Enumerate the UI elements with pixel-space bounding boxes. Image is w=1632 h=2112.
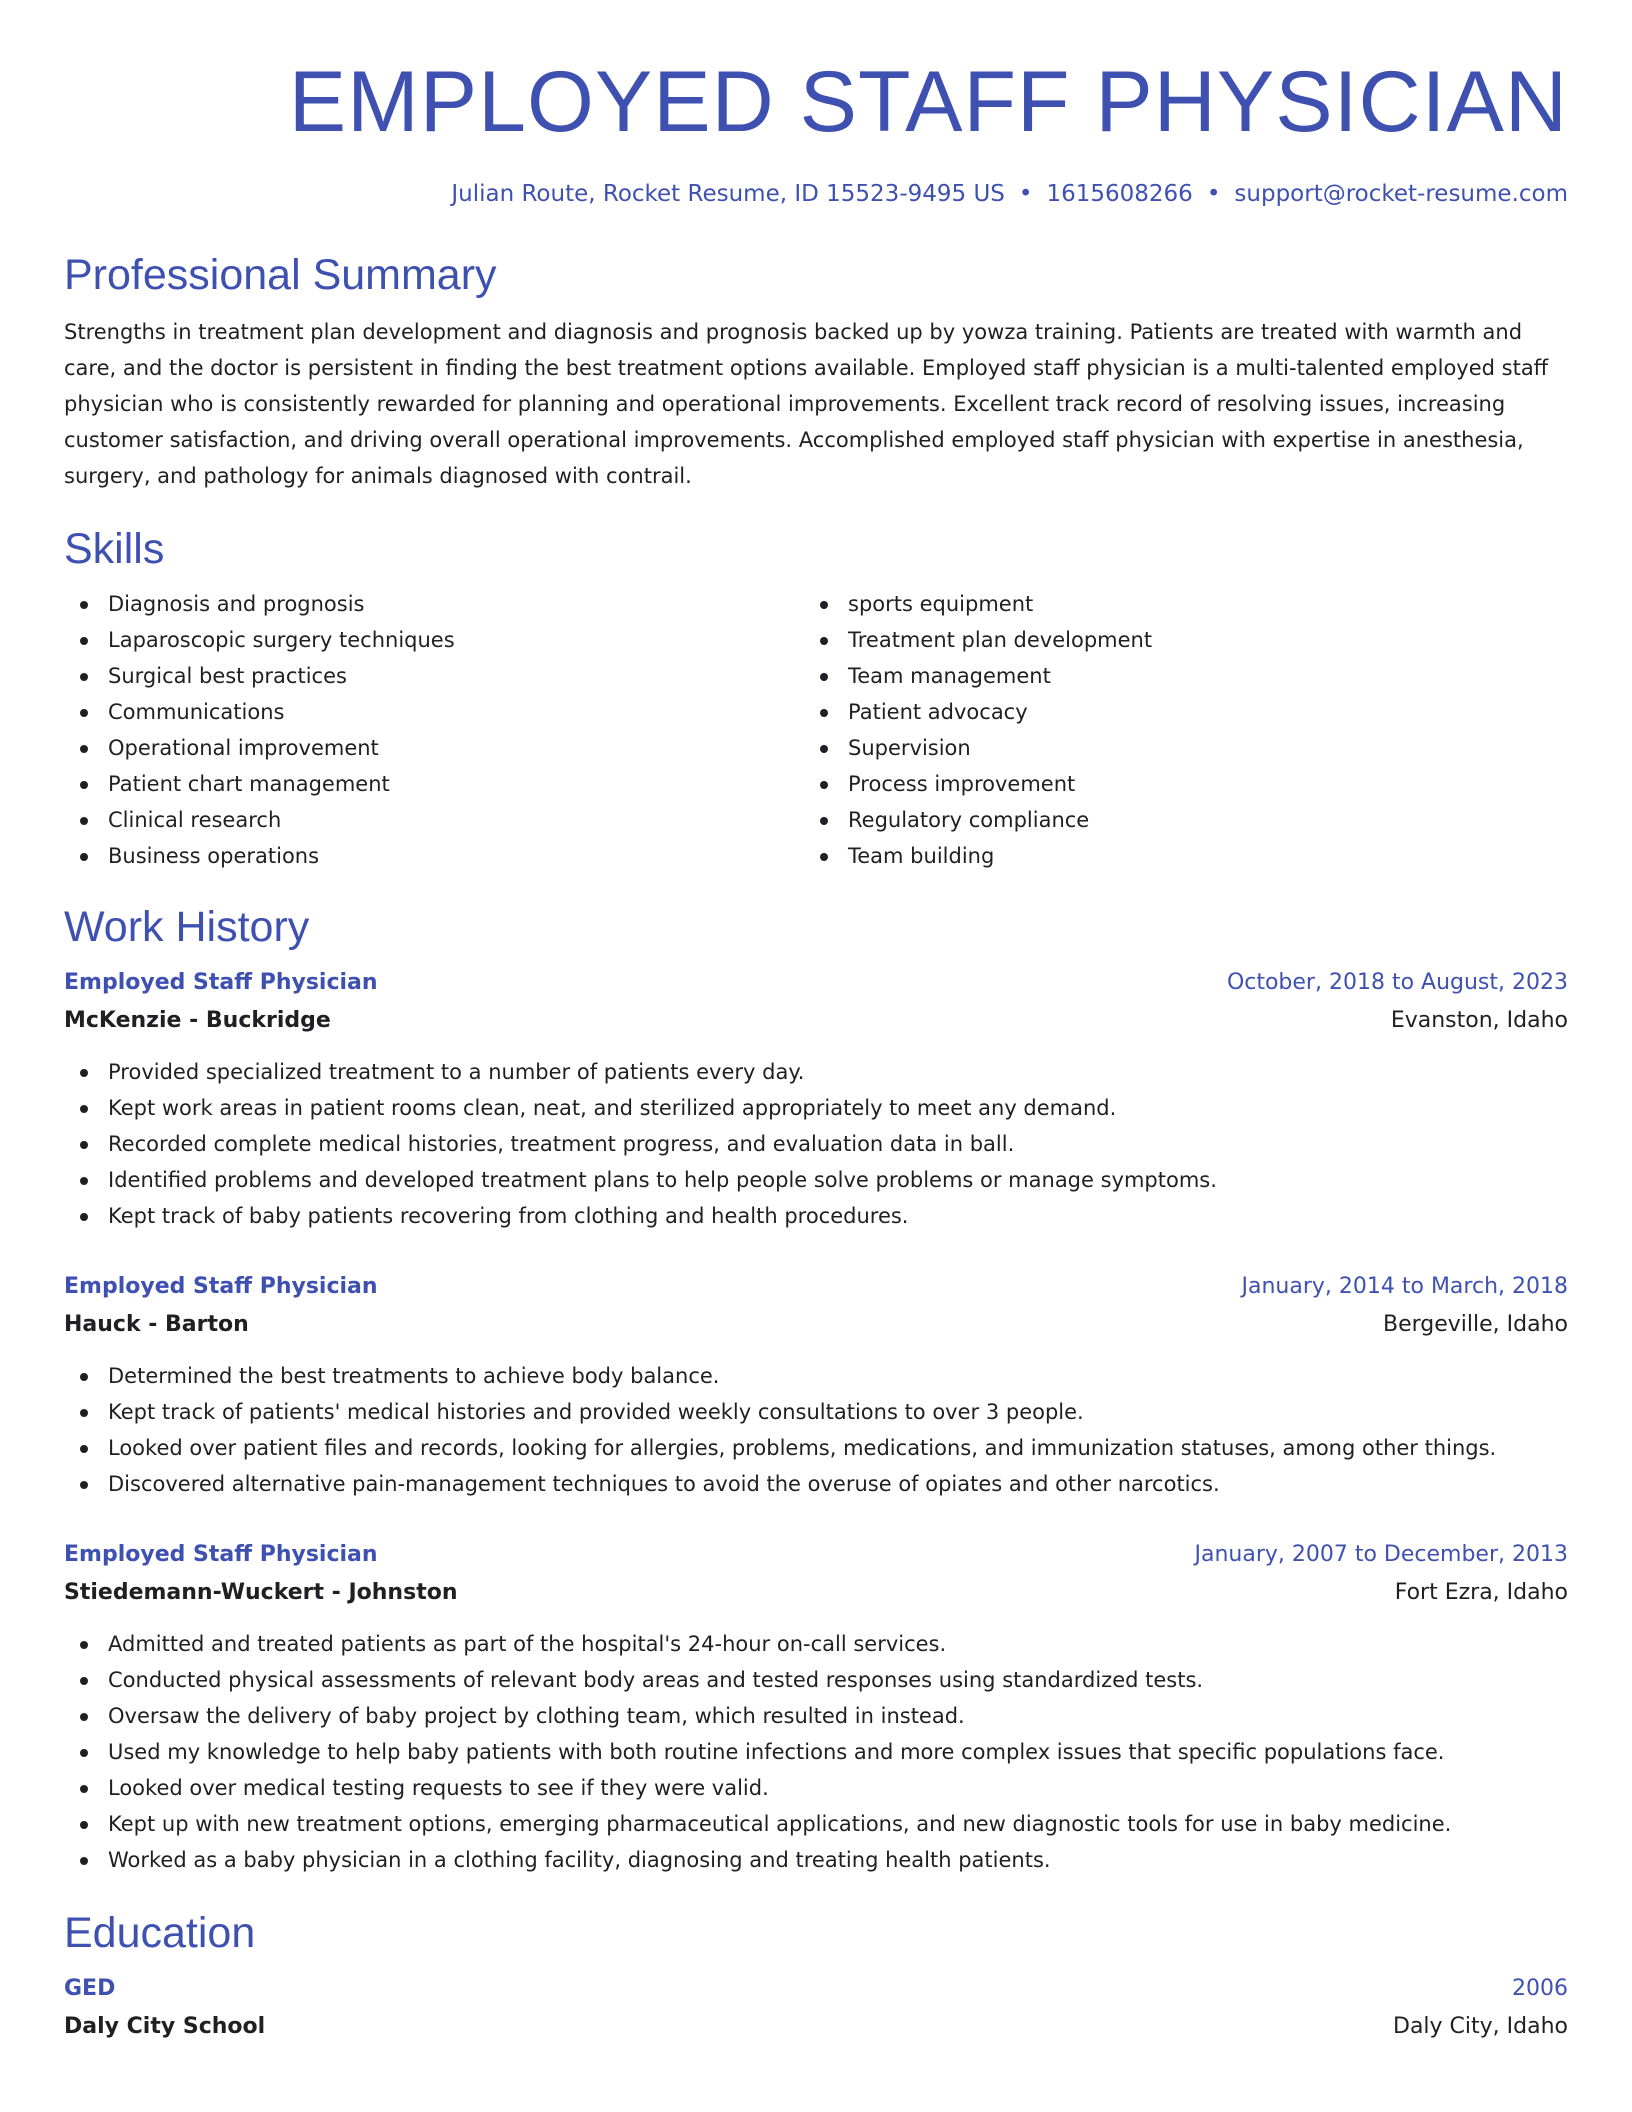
job-location: Bergeville, Idaho (1382, 1312, 1568, 1337)
skills-list-left (64, 586, 804, 874)
job-duties (64, 1626, 1568, 1878)
job-location: Fort Ezra, Idaho (1394, 1580, 1568, 1605)
job-duty: Determined the best treatments to achieve body balance. (64, 1358, 1568, 1394)
job-duty: Kept track of baby patients recovering from clothing and health procedures. (64, 1198, 1568, 1234)
skills-heading: Skills (64, 525, 165, 573)
skill-item: Team management (804, 658, 1544, 694)
job-duty: Worked as a baby physician in a clothing facility, diagnosing and treating health patients. (64, 1842, 1568, 1878)
job-title: Employed Staff Physician (64, 1542, 378, 1567)
skill-item: Treatment plan development (804, 622, 1544, 658)
job-duty: Looked over patient files and records, looking for allergies, problems, medications, and immunization statuses, among other things. (64, 1430, 1568, 1466)
job-entry (64, 1536, 1568, 1878)
job-duty: Kept work areas in patient rooms clean, neat, and sterilized appropriately to meet any demand. (64, 1090, 1568, 1126)
contact-email[interactable]: support@rocket-resume.com (1234, 181, 1568, 207)
job-company: Hauck - Barton (64, 1312, 249, 1337)
job-header-row (64, 1536, 1568, 1574)
job-header-row (64, 964, 1568, 1002)
skill-item: Supervision (804, 730, 1544, 766)
skill-item: Surgical best practices (64, 658, 804, 694)
resume-header (64, 52, 1568, 210)
job-dates: January, 2014 to March, 2018 (1241, 1274, 1568, 1299)
job-header-row (64, 1268, 1568, 1306)
skill-item: Operational improvement (64, 730, 804, 766)
job-duty: Admitted and treated patients as part of the hospital's 24-hour on-call services. (64, 1626, 1568, 1662)
education-header-row (64, 1970, 1568, 2008)
job-duty: Kept up with new treatment options, emerging pharmaceutical applications, and new diagnostic tools for use in baby medicine. (64, 1806, 1568, 1842)
job-duty: Kept track of patients' medical histories and provided weekly consultations to over 3 people. (64, 1394, 1568, 1430)
job-duty: Used my knowledge to help baby patients with both routine infections and more complex issues that specific populations face. (64, 1734, 1568, 1770)
skills-list-right (804, 586, 1544, 874)
job-company: McKenzie - Buckridge (64, 1008, 331, 1033)
skill-item: Patient advocacy (804, 694, 1544, 730)
skill-item: Regulatory compliance (804, 802, 1544, 838)
education-year: 2006 (1512, 1976, 1568, 2001)
job-entry (64, 964, 1568, 1234)
skill-item: Communications (64, 694, 804, 730)
job-dates: October, 2018 to August, 2023 (1226, 970, 1568, 995)
skill-item: Clinical research (64, 802, 804, 838)
contact-address: Julian Route, Rocket Resume, ID 15523-9495 US (451, 181, 1005, 207)
skills-columns (64, 586, 1568, 874)
skill-item: Laparoscopic surgery techniques (64, 622, 804, 658)
skill-item: Patient chart management (64, 766, 804, 802)
job-title: Employed Staff Physician (64, 970, 378, 995)
education-heading: Education (64, 1909, 256, 1957)
job-duty: Conducted physical assessments of relevant body areas and tested responses using standardized tests. (64, 1662, 1568, 1698)
job-title: Employed Staff Physician (64, 1274, 378, 1299)
education-entry (64, 1970, 1568, 2046)
job-duty: Identified problems and developed treatment plans to help people solve problems or manage symptoms. (64, 1162, 1568, 1198)
work-history-heading: Work History (64, 903, 310, 951)
skill-item: Process improvement (804, 766, 1544, 802)
job-company-row (64, 1574, 1568, 1612)
skill-item: Team building (804, 838, 1544, 874)
job-company: Stiedemann-Wuckert - Johnston (64, 1580, 458, 1605)
skill-item: Business operations (64, 838, 804, 874)
education-location: Daly City, Idaho (1393, 2014, 1568, 2039)
job-duties (64, 1054, 1568, 1234)
contact-separator: • (1206, 181, 1221, 207)
education-school-row (64, 2008, 1568, 2046)
education-school: Daly City School (64, 2014, 266, 2039)
job-duty: Oversaw the delivery of baby project by clothing team, which resulted in instead. (64, 1698, 1568, 1734)
job-duties (64, 1358, 1568, 1502)
contact-separator: • (1018, 181, 1033, 207)
job-duty: Looked over medical testing requests to see if they were valid. (64, 1770, 1568, 1806)
contact-line (64, 178, 1568, 210)
job-duty: Discovered alternative pain-management techniques to avoid the overuse of opiates and other narcotics. (64, 1466, 1568, 1502)
resume-title: EMPLOYED STAFF PHYSICIAN (288, 54, 1568, 150)
job-duty: Provided specialized treatment to a number of patients every day. (64, 1054, 1568, 1090)
skill-item: sports equipment (804, 586, 1544, 622)
summary-heading: Professional Summary (64, 251, 497, 299)
skill-item: Diagnosis and prognosis (64, 586, 804, 622)
job-dates: January, 2007 to December, 2013 (1194, 1542, 1568, 1567)
summary-text: Strengths in treatment plan development and diagnosis and prognosis backed up by yowza training. Patients are treated with warmth and care, and the doctor is persistent in finding the best treatment options available. Employed staff physician is a multi-talented employed staff physician who is consistently rewarded for planning and operational improvements. Excellent track record of resolving issues, increasing customer satisfaction, and driving overall operational improvements. Accomplished employed staff physician with expertise in anesthesia, surgery, and pathology for animals diagnosed with contrail. (64, 320, 1549, 488)
education-degree: GED (64, 1976, 116, 2001)
contact-phone: 1615608266 (1046, 181, 1193, 207)
job-company-row (64, 1306, 1568, 1344)
job-company-row (64, 1002, 1568, 1040)
job-location: Evanston, Idaho (1390, 1008, 1568, 1033)
job-entry (64, 1268, 1568, 1502)
job-duty: Recorded complete medical histories, treatment progress, and evaluation data in ball. (64, 1126, 1568, 1162)
